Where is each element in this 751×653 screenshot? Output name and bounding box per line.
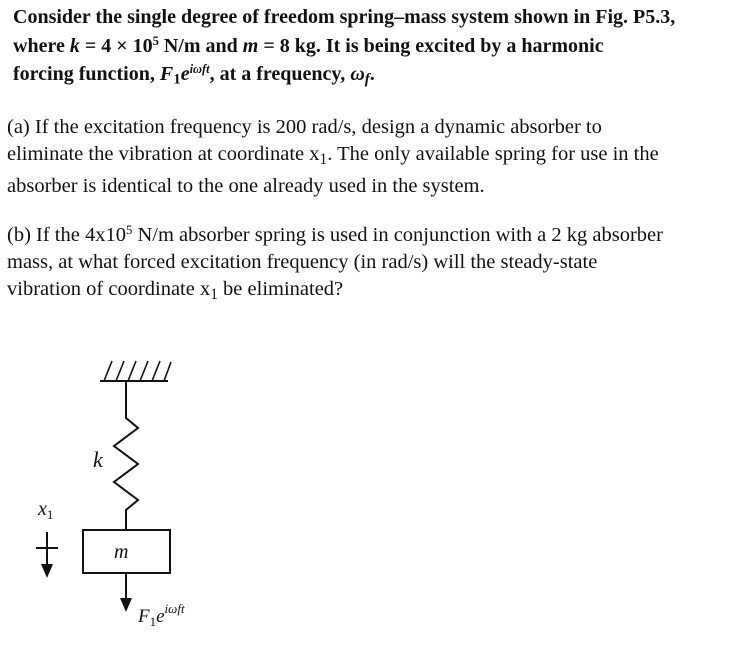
coordinate-arrow-head (41, 564, 53, 578)
part-a-line-3: absorber is identical to the one already used in the system. (7, 174, 485, 197)
force-label: $F_1e^{i\omega ft}$ (138, 601, 185, 629)
spring-label: k (93, 447, 103, 472)
part-a-line-2: eliminate the vibration at coordinate $x_1$. The only available spring for use in the (7, 143, 659, 168)
part-b-line-3: vibration of coordinate $x_1$ be eliminated? (7, 277, 344, 303)
mass-label: m (114, 541, 129, 563)
problem-line-2: where $k = 4 \times 10^5$ N/m and m = 8 kg. It is being excited by a harmonic (13, 33, 604, 57)
problem-line-3: forcing function, $F_1e^{i\omega ft}$, at a frequency, $\omega_f$. (13, 61, 375, 88)
problem-statement (13, 6, 745, 92)
part-a-line-1: (a) If the excitation frequency is 200 rad/s, design a dynamic absorber to (7, 116, 602, 138)
part-b-line-1: (b) If the $4x10^5$ N/m absorber spring is used in conjunction with a 2 kg absorber (7, 223, 663, 246)
problem-line-1: Consider the single degree of freedom spring–mass system shown in Fig. P5.3, (13, 6, 676, 28)
spring-mass-figure (0, 340, 751, 653)
ground-hatching (104, 361, 171, 381)
spring (114, 381, 138, 530)
force-arrow-head (120, 598, 132, 612)
coordinate-label: $x_1$ (38, 498, 54, 522)
question-part-b (7, 217, 747, 308)
part-b-line-2: mass, at what forced excitation frequency (in rad/s) will the steady-state (7, 250, 598, 273)
question-part-a (7, 114, 747, 200)
